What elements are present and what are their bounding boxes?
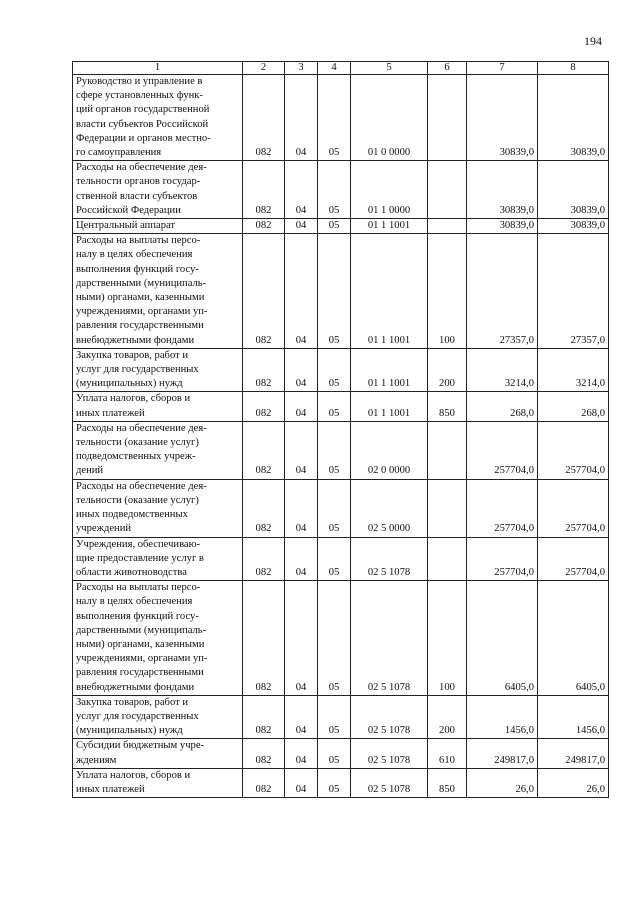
amount-col8: 27357,0 — [538, 234, 609, 349]
expense-type-code: 850 — [428, 768, 467, 797]
target-article-code: 02 0 0000 — [351, 421, 428, 479]
amount-col7: 3214,0 — [467, 348, 538, 392]
subsection-code: 05 — [318, 161, 351, 219]
amount-col8: 249817,0 — [538, 739, 609, 768]
amount-col7: 1456,0 — [467, 695, 538, 739]
section-code: 04 — [285, 421, 318, 479]
subsection-code: 05 — [318, 392, 351, 421]
target-article-code: 02 5 1078 — [351, 739, 428, 768]
ministry-code: 082 — [243, 768, 285, 797]
section-code: 04 — [285, 161, 318, 219]
row-name: Учреждения, обеспечиваю- щие предоставление услуг в области животноводства — [73, 537, 243, 581]
subsection-code: 05 — [318, 739, 351, 768]
expense-type-code: 200 — [428, 695, 467, 739]
amount-col7: 257704,0 — [467, 537, 538, 581]
amount-col7: 30839,0 — [467, 161, 538, 219]
amount-col8: 257704,0 — [538, 537, 609, 581]
section-code: 04 — [285, 392, 318, 421]
column-header: 1 — [73, 62, 243, 75]
amount-col8: 3214,0 — [538, 348, 609, 392]
target-article-code: 01 1 0000 — [351, 161, 428, 219]
column-header: 3 — [285, 62, 318, 75]
row-name: Расходы на выплаты персо- налу в целях обеспечения выполнения функций госу- дарственными (муниципаль- ными) органами, казенными учреждениями, органами уп- равления государственными внебюджетными фондами — [73, 234, 243, 349]
ministry-code: 082 — [243, 479, 285, 537]
row-name: Уплата налогов, сборов и иных платежей — [73, 392, 243, 421]
amount-col8: 30839,0 — [538, 161, 609, 219]
row-name: Руководство и управление в сфере установленных функ- ций органов государственной власти субъектов Российской Федерации и органов местно- го самоуправления — [73, 75, 243, 161]
subsection-code: 05 — [318, 234, 351, 349]
table-row — [73, 219, 609, 234]
target-article-code: 01 1 1001 — [351, 219, 428, 234]
expense-type-code — [428, 75, 467, 161]
table-header-row — [73, 62, 609, 75]
section-code: 04 — [285, 695, 318, 739]
ministry-code: 082 — [243, 537, 285, 581]
expense-type-code: 100 — [428, 581, 467, 696]
ministry-code: 082 — [243, 219, 285, 234]
section-code: 04 — [285, 234, 318, 349]
expense-type-code — [428, 421, 467, 479]
table-row — [73, 581, 609, 696]
ministry-code: 082 — [243, 581, 285, 696]
table-row — [73, 537, 609, 581]
row-name: Субсидии бюджетным учре- ждениям — [73, 739, 243, 768]
amount-col7: 6405,0 — [467, 581, 538, 696]
target-article-code: 01 0 0000 — [351, 75, 428, 161]
row-name: Расходы на выплаты персо- налу в целях обеспечения выполнения функций госу- дарственными (муниципаль- ными) органами, казенными учреждениями, органами уп- равления государственными внебюджетными фондами — [73, 581, 243, 696]
expense-type-code — [428, 479, 467, 537]
amount-col7: 268,0 — [467, 392, 538, 421]
row-name: Расходы на обеспечение дея- тельности (оказание услуг) иных подведомственных учреждений — [73, 479, 243, 537]
target-article-code: 01 1 1001 — [351, 234, 428, 349]
target-article-code: 01 1 1001 — [351, 348, 428, 392]
subsection-code: 05 — [318, 695, 351, 739]
section-code: 04 — [285, 219, 318, 234]
ministry-code: 082 — [243, 392, 285, 421]
amount-col7: 257704,0 — [467, 479, 538, 537]
table-row — [73, 75, 609, 161]
section-code: 04 — [285, 75, 318, 161]
amount-col8: 257704,0 — [538, 479, 609, 537]
row-name: Расходы на обеспечение дея- тельности (оказание услуг) подведомственных учреж- дений — [73, 421, 243, 479]
table-row — [73, 161, 609, 219]
row-name: Центральный аппарат — [73, 219, 243, 234]
target-article-code: 02 5 1078 — [351, 695, 428, 739]
expense-type-code: 100 — [428, 234, 467, 349]
column-header: 7 — [467, 62, 538, 75]
amount-col8: 268,0 — [538, 392, 609, 421]
ministry-code: 082 — [243, 739, 285, 768]
section-code: 04 — [285, 739, 318, 768]
column-header: 4 — [318, 62, 351, 75]
ministry-code: 082 — [243, 421, 285, 479]
section-code: 04 — [285, 348, 318, 392]
row-name: Закупка товаров, работ и услуг для государственных (муниципальных) нужд — [73, 348, 243, 392]
amount-col8: 26,0 — [538, 768, 609, 797]
subsection-code: 05 — [318, 537, 351, 581]
amount-col8: 30839,0 — [538, 75, 609, 161]
section-code: 04 — [285, 479, 318, 537]
amount-col7: 30839,0 — [467, 219, 538, 234]
ministry-code: 082 — [243, 75, 285, 161]
amount-col8: 1456,0 — [538, 695, 609, 739]
expense-type-code: 200 — [428, 348, 467, 392]
table-row — [73, 739, 609, 768]
table-row — [73, 768, 609, 797]
section-code: 04 — [285, 768, 318, 797]
amount-col8: 30839,0 — [538, 219, 609, 234]
expense-type-code — [428, 537, 467, 581]
column-header: 6 — [428, 62, 467, 75]
row-name: Уплата налогов, сборов и иных платежей — [73, 768, 243, 797]
row-name: Закупка товаров, работ и услуг для государственных (муниципальных) нужд — [73, 695, 243, 739]
target-article-code: 01 1 1001 — [351, 392, 428, 421]
target-article-code: 02 5 1078 — [351, 537, 428, 581]
section-code: 04 — [285, 581, 318, 696]
ministry-code: 082 — [243, 161, 285, 219]
subsection-code: 05 — [318, 421, 351, 479]
target-article-code: 02 5 1078 — [351, 581, 428, 696]
target-article-code: 02 5 0000 — [351, 479, 428, 537]
page-number: 194 — [584, 34, 602, 48]
row-name: Расходы на обеспечение дея- тельности органов государ- ственной власти субъектов Российской Федерации — [73, 161, 243, 219]
subsection-code: 05 — [318, 219, 351, 234]
amount-col8: 6405,0 — [538, 581, 609, 696]
table-row — [73, 348, 609, 392]
ministry-code: 082 — [243, 234, 285, 349]
amount-col7: 27357,0 — [467, 234, 538, 349]
expense-type-code: 850 — [428, 392, 467, 421]
table-row — [73, 695, 609, 739]
target-article-code: 02 5 1078 — [351, 768, 428, 797]
amount-col7: 30839,0 — [467, 75, 538, 161]
subsection-code: 05 — [318, 75, 351, 161]
ministry-code: 082 — [243, 348, 285, 392]
column-header: 8 — [538, 62, 609, 75]
ministry-code: 082 — [243, 695, 285, 739]
column-header: 2 — [243, 62, 285, 75]
section-code: 04 — [285, 537, 318, 581]
subsection-code: 05 — [318, 479, 351, 537]
expense-type-code — [428, 161, 467, 219]
table-row — [73, 421, 609, 479]
subsection-code: 05 — [318, 581, 351, 696]
table-row — [73, 392, 609, 421]
table-row — [73, 234, 609, 349]
column-header: 5 — [351, 62, 428, 75]
amount-col7: 249817,0 — [467, 739, 538, 768]
subsection-code: 05 — [318, 768, 351, 797]
expense-type-code — [428, 219, 467, 234]
budget-table — [72, 61, 609, 798]
expense-type-code: 610 — [428, 739, 467, 768]
amount-col7: 26,0 — [467, 768, 538, 797]
subsection-code: 05 — [318, 348, 351, 392]
amount-col7: 257704,0 — [467, 421, 538, 479]
table-row — [73, 479, 609, 537]
amount-col8: 257704,0 — [538, 421, 609, 479]
